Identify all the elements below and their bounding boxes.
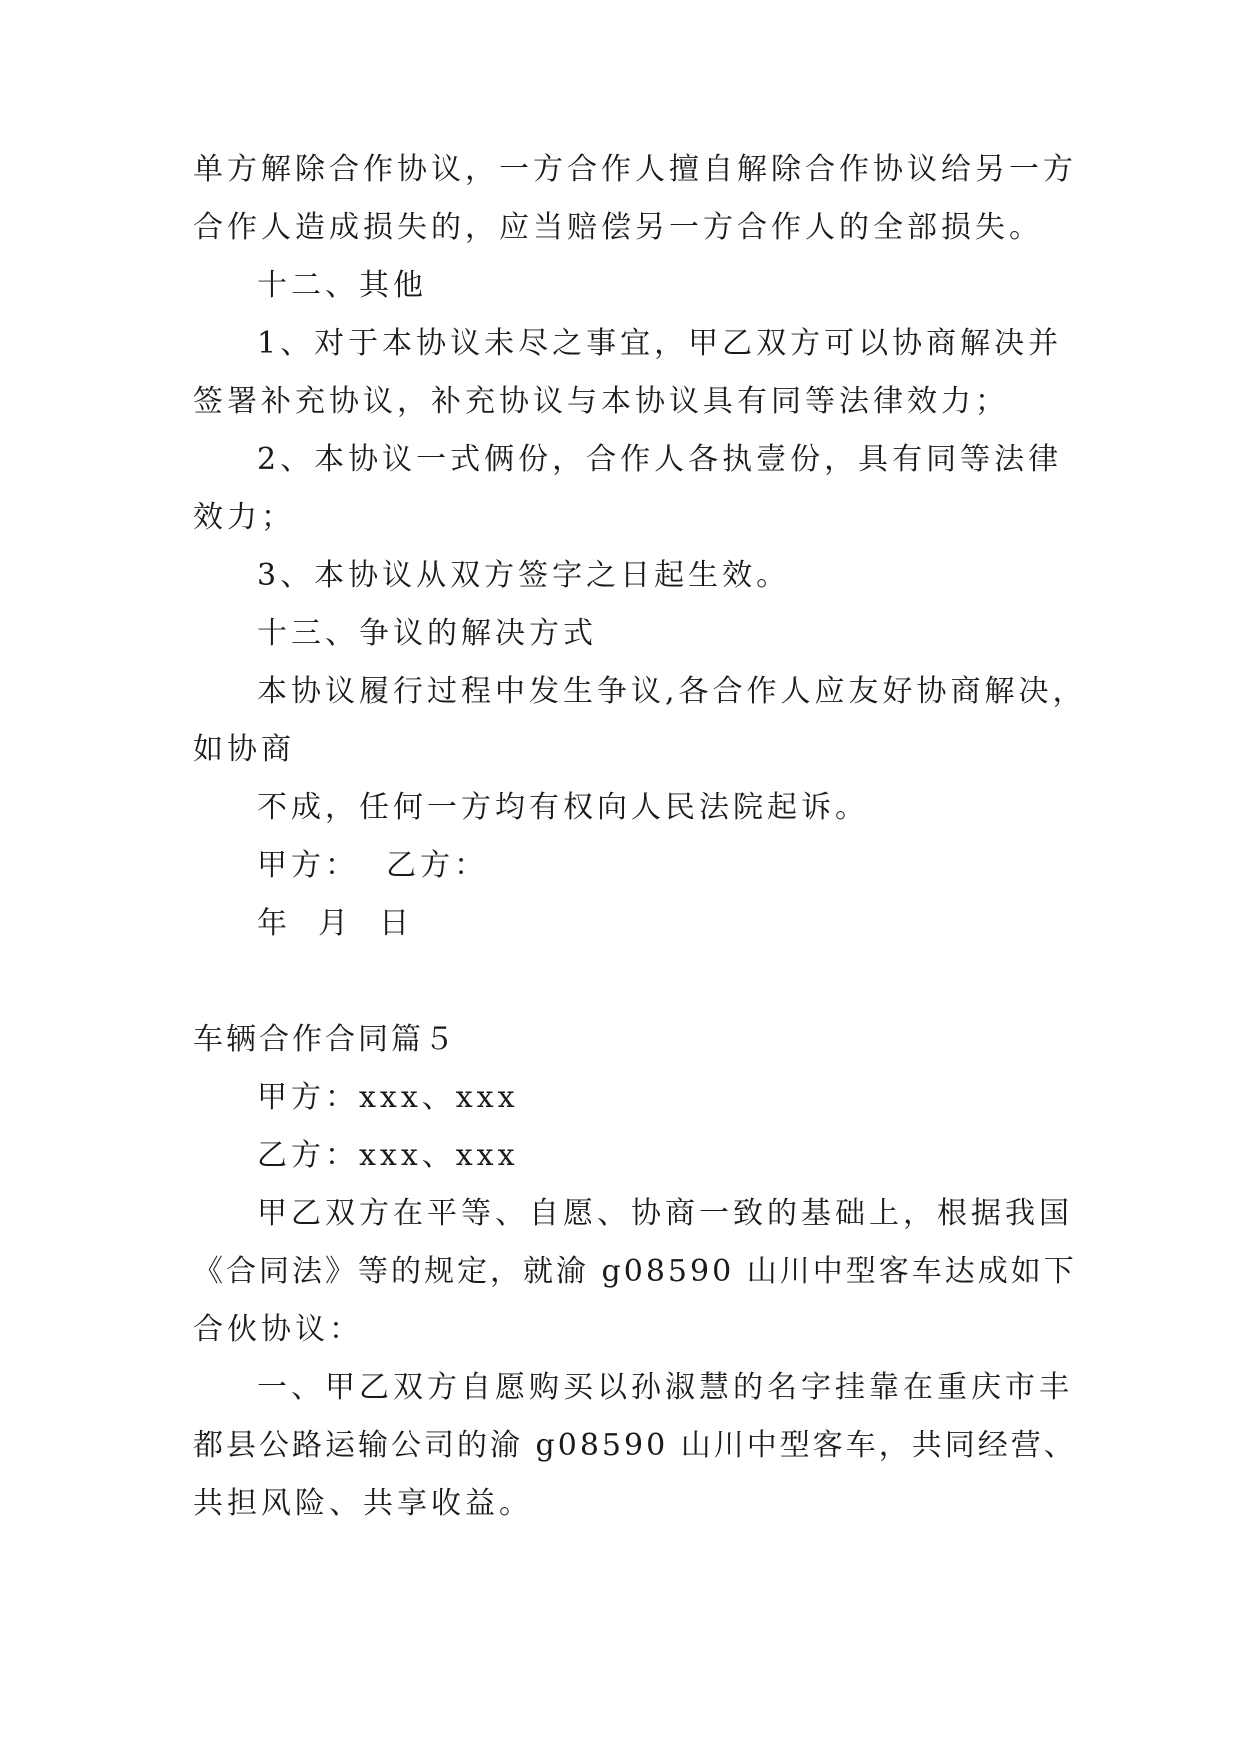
paragraph-line: 单方解除合作协议，一方合作人擅自解除合作协议给另一方 [193,152,1077,187]
paragraph-line: 效力； [193,500,295,535]
paragraph-line: 2、本协议一式俩份，合作人各执壹份，具有同等法律 [257,442,1063,477]
paragraph-line: 3、本协议从双方签字之日起生效。 [257,558,791,593]
paragraph-line: 共担风险、共享收益。 [193,1486,533,1521]
section-heading-other: 十二、其他 [257,268,427,303]
paragraph-line: 《合同法》等的规定，就渝 g08590 山川中型客车达成如下 [193,1254,1077,1289]
paragraph-line: 不成，任何一方均有权向人民法院起诉。 [257,790,869,825]
paragraph-line: 本协议履行过程中发生争议,各合作人应友好协商解决， [257,674,1087,709]
signature-date: 年 月 日 [257,906,414,941]
paragraph-line: 签署补充协议，补充协议与本协议具有同等法律效力； [193,384,1009,419]
party-b-line: 乙方：xxx、xxx [257,1138,519,1173]
party-a-line: 甲方：xxx、xxx [257,1080,519,1115]
signature-parties: 甲方： 乙方： [257,848,489,883]
paragraph-line: 一、甲乙双方自愿购买以孙淑慧的名字挂靠在重庆市丰 [257,1370,1073,1405]
paragraph-line: 甲乙双方在平等、自愿、协商一致的基础上，根据我国 [257,1196,1073,1231]
paragraph-line: 合伙协议： [193,1312,363,1347]
paragraph-line: 如协商 [193,732,295,767]
paragraph-line: 1、对于本协议未尽之事宜，甲乙双方可以协商解决并 [257,326,1063,361]
section-heading-dispute: 十三、争议的解决方式 [257,616,597,651]
document-title: 车辆合作合同篇５ [193,1022,457,1057]
paragraph-line: 合作人造成损失的，应当赔偿另一方合作人的全部损失。 [193,210,1043,245]
paragraph-line: 都县公路运输公司的渝 g08590 山川中型客车，共同经营、 [193,1428,1077,1463]
